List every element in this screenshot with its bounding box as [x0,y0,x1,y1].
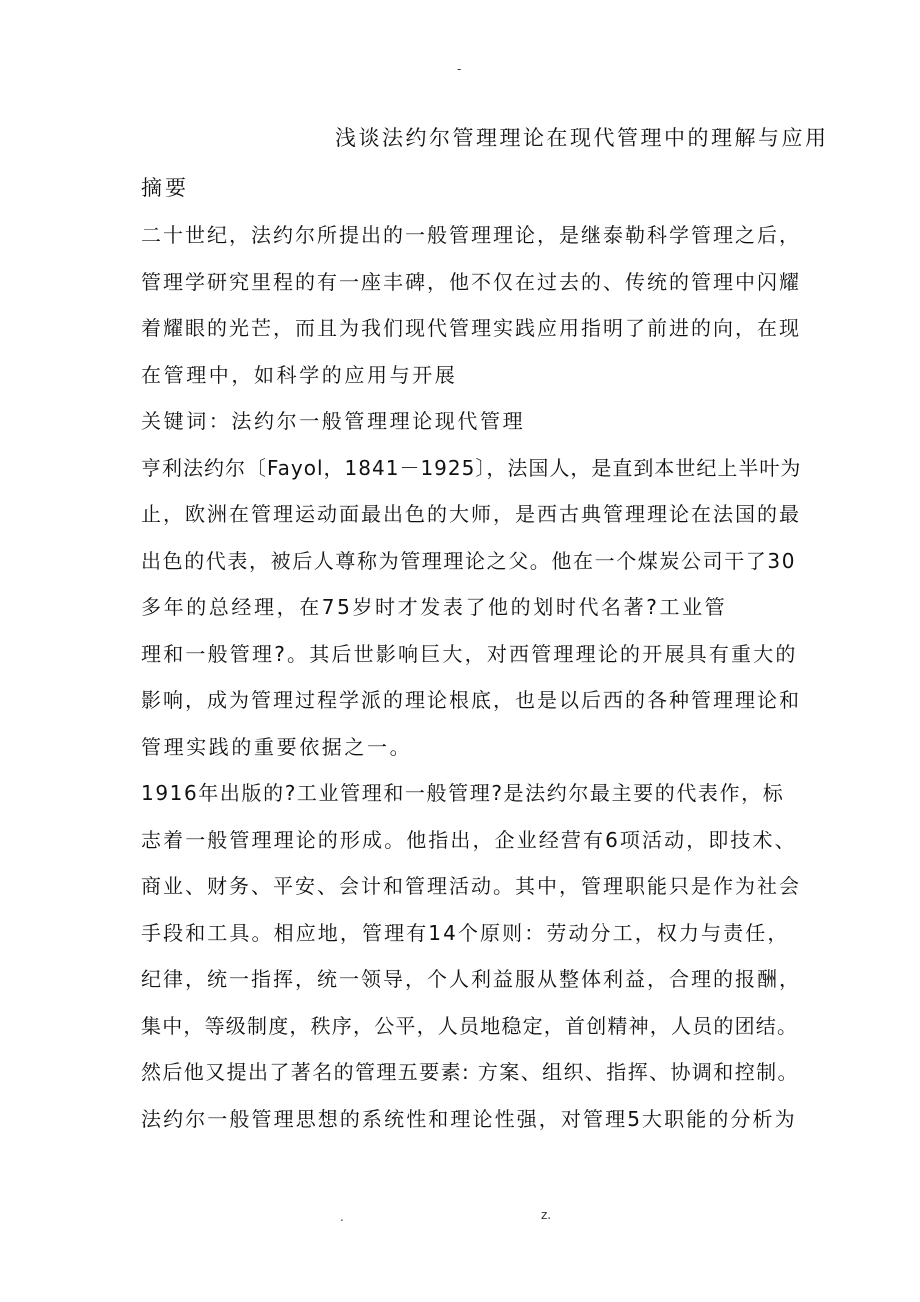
body-line: 理和一般管理?。其后世影响巨大，对西管理理论的开展具有重大的 [141,641,798,666]
body-line: 商业、财务、平安、会计和管理活动。其中，管理职能只是作为社会 [141,874,801,898]
abstract-heading: 摘要 [141,176,189,200]
keywords-line: 关键词：法约尔一般管理理论现代管理 [141,409,526,433]
body-line: 法约尔一般管理思想的系统性和理论性强，对管理5大职能的分析为 [141,1106,797,1131]
body-line: 多年的总经理，在75岁时才发表了他的划时代名著?工业管 [141,595,728,619]
document-body [141,212,801,1142]
body-line: 志着一般管理理论的形成。他指出，企业经营有6项活动，即技术、 [141,827,797,852]
body-line: 二十世纪，法约尔所提出的一般管理理论，是继泰勒科学管理之后， [141,223,801,247]
body-line: 管理实践的重要依据之一。 [141,734,413,759]
body-line: 手段和工具。相应地，管理有14个原则：劳动分工，权力与责任， [141,920,790,945]
body-line: 然后他又提出了著名的管理五要素: 方案、组织、指挥、协调和控制。 [141,1060,799,1084]
body-line: 纪律，统一指挥，统一领导，个人利益服从整体利益，合理的报酬， [141,967,801,991]
body-line: 1916年出版的?工业管理和一般管理?是法约尔最主要的代表作，标 [141,781,785,805]
body-line: 在管理中，如科学的应用与开展 [141,362,458,387]
header-mark: - [457,62,462,76]
footer-left-mark: . [340,1210,344,1224]
body-line: 亨利法约尔〔Fayol，1841－1925〕，法国人，是直到本世纪上半叶为 [141,455,802,480]
body-line: 着耀眼的光芒，而且为我们现代管理实践应用指明了前进的向，在现 [141,316,801,340]
body-line: 集中，等级制度，秩序，公平，人员地稳定，首创精神，人员的团结。 [141,1013,799,1038]
document-title: 浅谈法约尔管理理论在现代管理中的理解与应用 [335,126,829,150]
footer-right-mark: z. [541,1208,552,1222]
body-line: 影响，成为管理过程学派的理论根底，也是以后西的各种管理理论和 [141,688,801,712]
body-line: 止，欧洲在管理运动面最出色的大师，是西古典管理理论在法国的最 [141,502,801,526]
body-line: 出色的代表，被后人尊称为管理理论之父。他在一个煤炭公司干了30 [141,548,797,573]
body-line: 管理学研究里程的有一座丰碑，他不仅在过去的、传统的管理中闪耀 [141,269,801,294]
